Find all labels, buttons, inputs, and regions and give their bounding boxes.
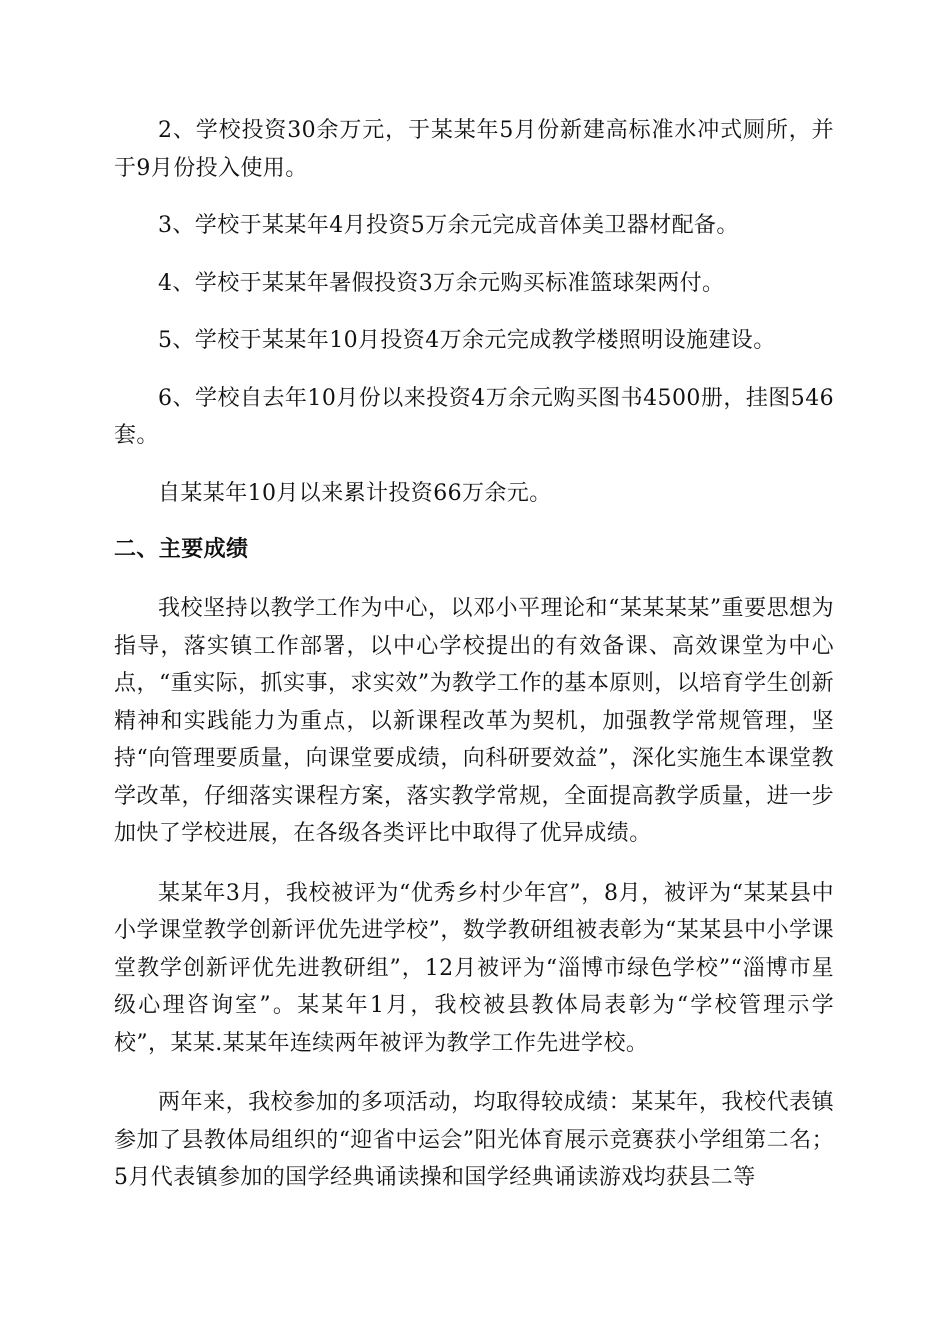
paragraph-total-investment: 自某某年10月以来累计投资66万余元。 xyxy=(158,480,552,506)
paragraph-item-6: 6、学校自去年10月份以来投资4万余元购买图书4500册，挂图546套。 xyxy=(114,385,834,448)
paragraph-honors: 某某年3月，我校被评为“优秀乡村少年宫”，8月，被评为“某某县中小学课堂教学创新评优先进学校”，数学教研组被表彰为“某某县中小学课堂教学创新评优先进教研组”，12月被评为“淄博市绿色学校”“淄博市星级心理咨询室”。某某年1月，我校被县教体局表彰为“学校管理示学校”，某某.某某年连续两年被评为教学工作先进学校。 xyxy=(114,880,834,1056)
paragraph-item-2: 2、学校投资30余万元，于某某年5月份新建高标准水冲式厕所，并于9月份投入使用。 xyxy=(114,118,834,181)
section-heading: 二、主要成绩 xyxy=(114,537,249,562)
paragraph-teaching-principles: 我校坚持以教学工作为中心，以邓小平理论和“某某某某”重要思想为指导，落实镇工作部署，以中心学校提出的有效备课、高效课堂为中心点，“重实际，抓实事，求实效”为教学工作的基本原则，以培育学生创新精神和实践能力为重点，以新课程改革为契机，加强教学常规管理，坚持“向管理要质量，向课堂要成绩，向科研要效益”，深化实施生本课堂教学改革，仔细落实课程方案，落实教学常规，全面提高教学质量，进一步加快了学校进展，在各级各类评比中取得了优异成绩。 xyxy=(114,596,834,846)
paragraph-item-3: 3、学校于某某年4月投资5万余元完成音体美卫器材配备。 xyxy=(158,213,739,238)
paragraph-item-4: 4、学校于某某年暑假投资3万余元购买标准篮球架两付。 xyxy=(158,270,725,296)
document-body xyxy=(114,112,834,1219)
paragraph-item-5: 5、学校于某某年10月投资4万余元完成教学楼照明设施建设。 xyxy=(158,328,776,353)
paragraph-activities: 两年来，我校参加的多项活动，均取得较成绩：某某年，我校代表镇参加了县教体局组织的“迎省中运会”阳光体育展示竞赛获小学组第二名；5月代表镇参加的国学经典诵读操和国学经典诵读游戏均获县二等 xyxy=(114,1090,834,1190)
